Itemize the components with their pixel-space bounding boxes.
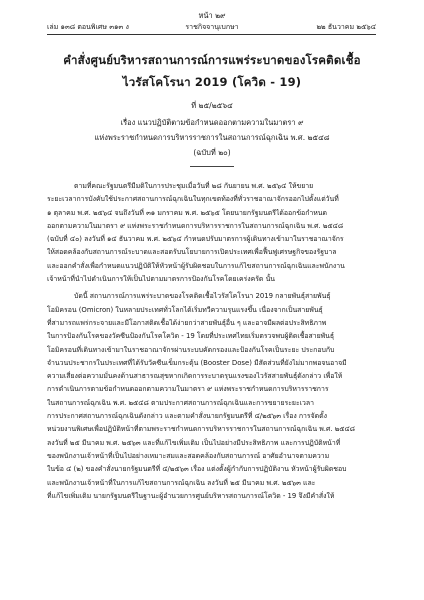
body-line: ๑ ตุลาคม พ.ศ. ๒๕๖๔ จนถึงวันที่ ๓๑ มกราคม พ.ศ. ๒๕๖๕ โดยนายกรัฐมนตรีได้ออกข้อกำหนด (47, 208, 327, 217)
body-line: ตามที่คณะรัฐมนตรีมีมติในการประชุมเมื่อวันที่ ๒๘ กันยายน พ.ศ. ๒๕๖๔ ให้ขยาย (74, 182, 314, 190)
paragraph-2 (47, 290, 377, 503)
gazette-name: ราชกิจจานุเบกษา (185, 23, 239, 31)
header-divider (47, 34, 376, 35)
body-line: (ฉบับที่ ๔๐) ลงวันที่ ๑๔ ธันวาคม พ.ศ. ๒๕๖๔ กำหนดปรับมาตรการผู้เดินทางเข้ามาในราชอาณาจักร (47, 235, 344, 244)
body-line: ที่สามารถแพร่กระจายและมีโอกาสติดเชื้อได้ง่ายกว่าสายพันธุ์อื่น ๆ และอาจมีผลต่อประสิทธิภาพ (47, 318, 327, 327)
body-line: ในข้อ ๔ (๒) ของคำสั่งนายกรัฐมนตรีที่ ๔/๒๕๖๓ เรื่อง แต่งตั้งผู้กำกับการปฏิบัติงาน หัวหน้าผู้รับผิดชอบ (47, 465, 347, 474)
paragraph-1 (47, 180, 377, 286)
body-line: ในการป้องกันโรคของวัคซีนป้องกันโรคโควิด - 19 โดยที่ประเทศไทยเริ่มตรวจพบผู้ติดเชื้อสายพันธุ์ (47, 332, 335, 341)
body-line: การดำเนินการตามข้อกำหนดออกตามความในมาตรา ๙ แห่งพระราชกำหนดการบริหารราชการ (47, 385, 329, 394)
body-line: ให้สอดคล้องกับสถานการณ์ระบาดและสอดรับนโยบายการเปิดประเทศเพื่อฟื้นฟูเศรษฐกิจของรัฐบาล (47, 248, 337, 257)
body-line: ในสถานการณ์ฉุกเฉิน พ.ศ. ๒๕๔๘ ตามประกาศสถานการณ์ฉุกเฉินและการขยายระยะเวลา (47, 398, 314, 407)
gazette-volume-issue: เล่ม ๑๓๘ ตอนพิเศษ ๓๑๓ ง (47, 23, 129, 31)
gazette-date: ๒๒ ธันวาคม ๒๕๖๔ (316, 23, 376, 31)
body-line: จำนวนประชากรในประเทศที่ได้รับวัคซีนเข็มกระตุ้น (Booster Dose) มีสัดส่วนที่ยังไม่มากพอจนอาจมี (47, 358, 347, 367)
page-number: หน้า ๒๙ (198, 11, 226, 20)
order-title-line1: คำสั่งศูนย์บริหารสถานการณ์การแพร่ระบาดของโรคติดเชื้อ (63, 53, 361, 67)
body-line: หน่วยงานพิเศษเพื่อปฏิบัติหน้าที่ตามพระราชกำหนดการบริหารราชการในสถานการณ์ฉุกเฉิน พ.ศ. ๒๕๔๘ (47, 425, 355, 434)
order-subject-line2: แห่งพระราชกำหนดการบริหารราชการในสถานการณ์ฉุกเฉิน พ.ศ. ๒๕๔๘ (94, 133, 330, 142)
body-line: โอมิครอน (Omicron) ในหลายประเทศทั่วโลกได้เริ่มทวีความรุนแรงขึ้น เนื่องจากเป็นสายพันธุ์ (47, 305, 323, 314)
body-line: และออกคำสั่งเพื่อกำหนดแนวปฏิบัติให้หัวหน้าผู้รับผิดชอบในการแก้ไขสถานการณ์ฉุกเฉินและพนักงาน (47, 261, 345, 270)
body-line: ลงวันที่ ๒๕ มีนาคม พ.ศ. ๒๕๖๓ และที่แก้ไขเพิ่มเติม เป็นไปอย่างมีประสิทธิภาพ และการปฏิบัติหน้าที่ (47, 438, 341, 447)
body-line: โอมิครอนที่เดินทางเข้ามาในราชอาณาจักรผ่านระบบคัดกรองและป้องกันโรคเป็นระยะ ประกอบกับ (47, 345, 335, 354)
body-line: บัดนี้ สถานการณ์การแพร่ระบาดของโรคติดเชื้อไวรัสโคโรนา 2019 กลายพันธุ์สายพันธุ์ (74, 292, 331, 301)
order-body (47, 180, 377, 503)
body-line: ออกตามความในมาตรา ๙ แห่งพระราชกำหนดการบริหารราชการในสถานการณ์ฉุกเฉิน พ.ศ. ๒๕๔๘ (47, 221, 344, 230)
body-line: ที่แก้ไขเพิ่มเติม นายกรัฐมนตรีในฐานะผู้อำนวยการศูนย์บริหารสถานการณ์โควิด - 19 จึงมีคำสั่งให้ (47, 491, 335, 500)
body-line: และพนักงานเจ้าหน้าที่ในการแก้ไขสถานการณ์ฉุกเฉิน ลงวันที่ ๒๕ มีนาคม พ.ศ. ๒๕๖๓ และ (47, 478, 316, 487)
body-line: ความเสี่ยงต่อความมั่นคงด้านสาธารณสุขหากเกิดการระบาดรุนแรงของไวรัสสายพันธุ์ดังกล่าว เพื่อให้ (47, 372, 343, 381)
title-divider (190, 166, 234, 167)
body-line: การประกาศสถานการณ์ฉุกเฉินดังกล่าว และตามคำสั่งนายกรัฐมนตรีที่ ๔/๒๕๖๓ เรื่อง การจัดตั้ง (47, 412, 327, 421)
order-title-line2: ไวรัสโคโรนา 2019 (โควิด - 19) (122, 75, 302, 89)
body-line: เจ้าหน้าที่นำไปดำเนินการให้เป็นไปตามมาตรการป้องกันโรคโดยเคร่งครัด นั้น (47, 275, 276, 284)
body-line: ของพนักงานเจ้าหน้าที่เป็นไปอย่างเหมาะสมและสอดคล้องกับสถานการณ์ อาศัยอำนาจตามความ (47, 451, 330, 460)
order-number: ที่ ๒๕/๒๕๖๔ (191, 101, 233, 110)
body-line: ระยะเวลาการบังคับใช้ประกาศสถานการณ์ฉุกเฉินในทุกเขตท้องที่ทั่วราชอาณาจักรออกไปตั้งแต่วันที่ (47, 195, 339, 204)
order-subject-line1: เรื่อง แนวปฏิบัติตามข้อกำหนดออกตามความในมาตรา ๙ (120, 118, 304, 127)
order-edition: (ฉบับที่ ๒๐) (193, 148, 231, 157)
